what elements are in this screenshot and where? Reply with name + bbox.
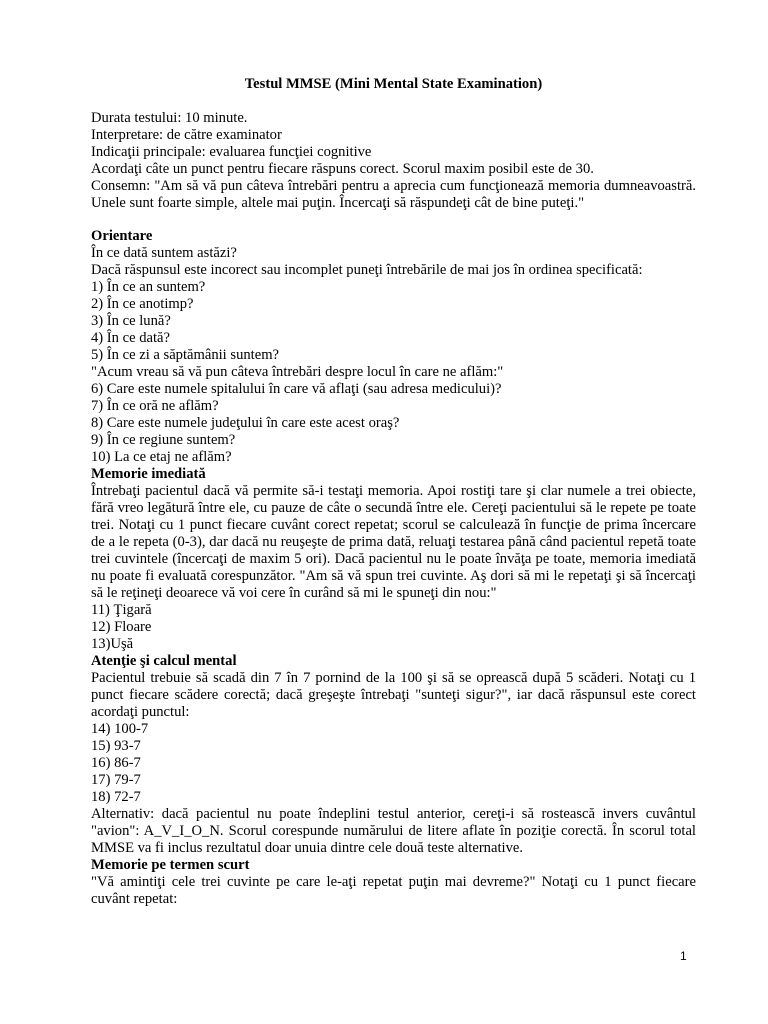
list-item: 10) La ce etaj ne aflăm?	[91, 449, 232, 465]
interpretation-line: Interpretare: de către examinator	[91, 127, 282, 143]
list-item: 11) Ţigară	[91, 602, 152, 618]
orientation-note: Dacă răspunsul este incorect sau incomplet puneţi întrebările de mai jos în ordinea specificată:	[91, 262, 643, 278]
list-item: 9) În ce regiune suntem?	[91, 432, 236, 448]
list-item: 13)Uşă	[91, 636, 134, 652]
section-heading-attention: Atenţie şi calcul mental	[91, 653, 237, 669]
duration-line: Durata testului: 10 minute.	[91, 110, 248, 126]
instruction-paragraph: Consemn: "Am să vă pun câteva întrebări pentru a aprecia cum funcţionează memoria dumneavoastră. Unele sunt foarte simple, altele mai puţin. Încercaţi să răspundeţi cât de bine puteţi."	[91, 178, 696, 211]
list-item: 4) În ce dată?	[91, 330, 170, 346]
short-memory-paragraph: "Vă amintiţi cele trei cuvinte pe care le-aţi repetat puţin mai devreme?" Notaţi cu 1 punct fiecare cuvânt repetat:	[91, 874, 696, 907]
page-number: 1	[680, 949, 687, 963]
immediate-memory-paragraph: Întrebaţi pacientul dacă vă permite să-i testaţi memoria. Apoi rostiţi tare şi clar numele a trei obiecte, fără vreo legătură între ele, cu pauze de câte o secundă între ele. Cereţi pacientului să le repete pe toate trei. Notaţi cu 1 punct fiecare cuvânt corect repetat; scorul se calculează în funcţie de prima încercare de a le repeta (0-3), dar dacă nu reuşeşte de prima dată, reluaţi testarea până când pacientul repetă toate trei cuvintele (încercaţi de maxim 5 ori). Dacă pacientul nu le poate învăţa pe toate, memoria imediată nu poate fi evaluată corespunzător. "Am să vă spun trei cuvinte. Aş dori să mi le repetaţi şi să încercaţi să le reţineţi deoarece vă voi cere în curând să mi le spuneţi din nou:"	[91, 483, 696, 601]
scoring-line: Acordaţi câte un punct pentru fiecare răspuns corect. Scorul maxim posibil este de 30.	[91, 161, 594, 177]
attention-paragraph: Pacientul trebuie să scadă din 7 în 7 pornind de la 100 şi să se oprească după 5 scăderi. Notaţi cu 1 punct fiecare scădere corectă; dacă greşeşte întrebaţi "sunteţi sigur?", iar dacă răspunsul este corect acordaţi punctul:	[91, 670, 696, 720]
place-intro: "Acum vreau să vă pun câteva întrebări despre locul în care ne aflăm:"	[91, 364, 504, 380]
list-item: 6) Care este numele spitalului în care vă aflaţi (sau adresa medicului)?	[91, 381, 502, 397]
orientation-question: În ce dată suntem astăzi?	[91, 245, 237, 261]
section-heading-immediate-memory: Memorie imediată	[91, 466, 206, 482]
list-item: 7) În ce oră ne aflăm?	[91, 398, 219, 414]
list-item: 12) Floare	[91, 619, 152, 635]
alternative-paragraph: Alternativ: dacă pacientul nu poate îndeplini testul anterior, cereţi-i să rostească invers cuvântul "avion": A_V_I_O_N. Scorul corespunde numărului de litere aflate în poziţie corectă. În scorul total MMSE va fi inclus rezultatul doar unuia dintre cele două teste alternative.	[91, 806, 696, 856]
list-item: 14) 100-7	[91, 721, 149, 737]
document-page	[91, 76, 696, 908]
section-heading-short-memory: Memorie pe termen scurt	[91, 857, 250, 873]
list-item: 1) În ce an suntem?	[91, 279, 206, 295]
list-item: 2) În ce anotimp?	[91, 296, 194, 312]
list-item: 8) Care este numele judeţului în care este acest oraş?	[91, 415, 400, 431]
list-item: 17) 79-7	[91, 772, 141, 788]
document-title: Testul MMSE (Mini Mental State Examination)	[244, 76, 543, 92]
list-item: 3) În ce lună?	[91, 313, 171, 329]
list-item: 15) 93-7	[91, 738, 141, 754]
list-item: 16) 86-7	[91, 755, 141, 771]
section-heading-orientation: Orientare	[91, 228, 153, 244]
list-item: 5) În ce zi a săptămânii suntem?	[91, 347, 280, 363]
list-item: 18) 72-7	[91, 789, 141, 805]
indications-line: Indicaţii principale: evaluarea funcţiei cognitive	[91, 144, 372, 160]
